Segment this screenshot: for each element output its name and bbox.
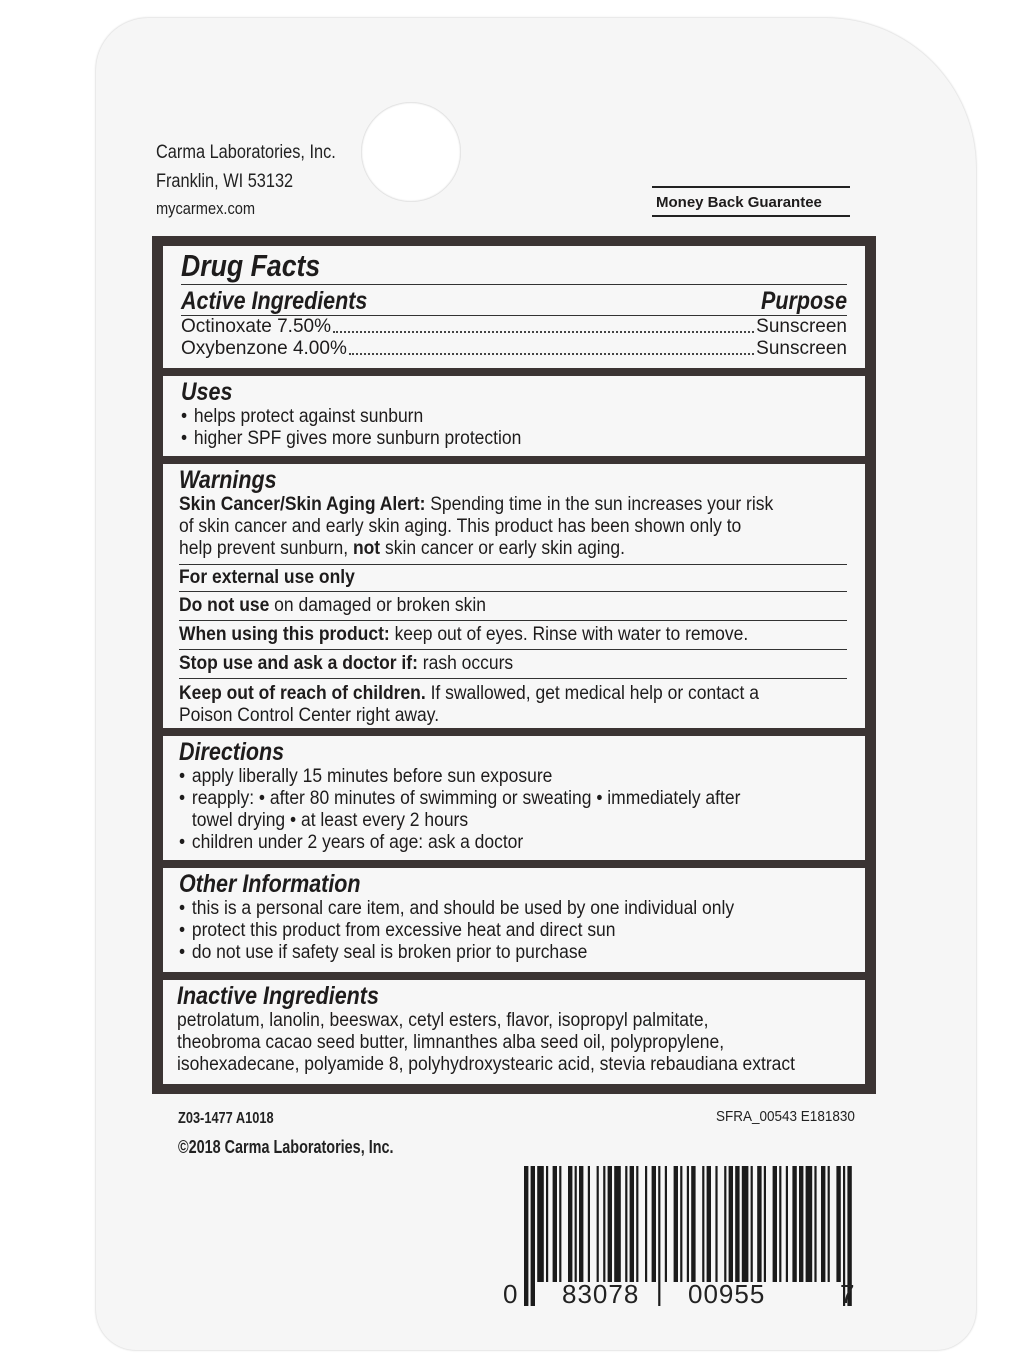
directions-title: Directions: [179, 738, 285, 766]
barcode-bar: [821, 1166, 825, 1282]
barcode-bar: [553, 1166, 557, 1282]
uses-section: [163, 376, 865, 456]
barcode-bar: [691, 1166, 695, 1282]
barcode-bar: [828, 1166, 830, 1282]
barcode-bar: [537, 1166, 544, 1282]
barcode-bar: [814, 1166, 816, 1282]
barcode-right-digit: 7: [840, 1279, 855, 1309]
barcode-bar: [531, 1166, 535, 1306]
barcode-bar: [773, 1166, 777, 1282]
other-information-title: Other Information: [179, 870, 361, 898]
active-ingredient-purpose: Sunscreen: [756, 338, 847, 359]
barcode-bar: [614, 1166, 621, 1282]
directions-item: • apply liberally 15 minutes before sun exposure: [179, 766, 553, 787]
active-ingredient-row: [181, 316, 847, 338]
barcode-bar: [630, 1166, 634, 1282]
product-code: Z03-1477 A1018: [178, 1110, 274, 1127]
inactive-ingredients-section: Inactive Ingredients petrolatum, lanolin, beeswax, cetyl esters, flavor, isopropyl palmitate, theobroma cacao seed butter, limnanthes alba seed oil, polypropylene, isohexadecane, polyamide 8, polyhydroxystearic acid, stevia rebaudiana extract: [163, 980, 865, 1084]
barcode-bar: [786, 1166, 788, 1282]
active-ingredients-header: Active Ingredients: [181, 287, 368, 315]
directions-section: Directions • apply liberally 15 minutes before sun exposure • reapply: • after 80 minutes of swimming or sweating • immediately after towel drying • at least every 2 hours • children under 2 years of age: ask a doctor: [163, 736, 865, 860]
barcode-bar: [645, 1166, 647, 1282]
other-information-section: [163, 868, 865, 972]
uses-item: • higher SPF gives more sunburn protection: [181, 428, 522, 449]
barcode-bar: [806, 1166, 813, 1282]
barcode-bar: [792, 1166, 796, 1282]
barcode-bar: [575, 1166, 577, 1282]
external-use-only: For external use only: [179, 567, 355, 588]
money-back-guarantee: Money Back Guarantee: [652, 186, 850, 217]
barcode-bar: [729, 1166, 733, 1282]
barcode-bar: [665, 1166, 667, 1282]
directions-item: • children under 2 years of age: ask a doctor: [179, 832, 524, 853]
barcode-bar: [652, 1166, 656, 1282]
barcode-bar: [687, 1166, 689, 1282]
sfra-code: SFRA_00543 E181830: [716, 1108, 855, 1125]
other-information-item: • this is a personal care item, and should be used by one individual only: [179, 898, 735, 919]
active-ingredient-purpose: Sunscreen: [756, 316, 847, 337]
barcode-bar: [658, 1166, 660, 1306]
barcode-bar: [702, 1166, 704, 1282]
drug-facts-title: Drug Facts: [181, 248, 321, 283]
barcode-left-digit: 0: [503, 1279, 518, 1309]
barcode-bar: [636, 1166, 638, 1282]
barcode-bar: [674, 1166, 678, 1282]
barcode-group-2: 00955: [688, 1279, 766, 1309]
barcode-bar: [608, 1166, 612, 1282]
barcode-bar: [836, 1166, 840, 1282]
directions-item: • reapply: • after 80 minutes of swimming or sweating • immediately after: [179, 788, 741, 809]
barcode-bar: [751, 1166, 753, 1282]
active-ingredient-name: Octinoxate 7.50%: [181, 316, 331, 337]
company-city: Franklin, WI 53132: [156, 171, 294, 192]
barcode-bar: [707, 1166, 711, 1282]
barcode-bar: [735, 1166, 739, 1282]
barcode-bar: [579, 1166, 583, 1282]
barcode-bar: [568, 1166, 572, 1282]
barcode-bar: [757, 1166, 761, 1282]
other-information-item: • protect this product from excessive heat and direct sun: [179, 920, 616, 941]
drug-facts-panel: [152, 236, 876, 1094]
barcode-bar: [764, 1166, 766, 1282]
barcode-bar: [742, 1166, 749, 1282]
company-website: mycarmex.com: [156, 199, 256, 218]
barcode-bar: [524, 1166, 528, 1306]
barcode-bar: [680, 1166, 682, 1282]
barcode-bar: [559, 1166, 561, 1282]
barcode-bar: [625, 1166, 627, 1282]
warnings-title: Warnings: [179, 466, 277, 494]
skin-cancer-alert-label: Skin Cancer/Skin Aging Alert:: [179, 494, 426, 515]
barcode-bar: [779, 1166, 781, 1282]
barcode-group-1: 83078: [562, 1279, 640, 1309]
hang-hole: [361, 102, 461, 202]
active-section: [163, 246, 865, 368]
inactive-ingredients-title: Inactive Ingredients: [177, 982, 379, 1010]
warnings-section: Warnings Skin Cancer/Skin Aging Alert: Spending time in the sun increases your risk of skin cancer and early skin aging. This product has been shown only to help prevent sunburn, not skin cancer or early skin aging. For external use only Do not use on damaged or broken skin When using this product: keep out of eyes. Rinse with water to remove. Stop use and ask a doctor if: rash occurs Keep out of reach of children. If swallowed, get medical help or contact a Poison Control Center right away.: [163, 464, 865, 728]
copyright: ©2018 Carma Laboratories, Inc.: [178, 1137, 394, 1157]
barcode-bar: [799, 1166, 803, 1282]
company-name: Carma Laboratories, Inc.: [156, 142, 336, 163]
purpose-header: Purpose: [760, 287, 847, 315]
active-ingredient-name: Oxybenzone 4.00%: [181, 338, 347, 359]
barcode-bar: [603, 1166, 605, 1282]
barcode-bar: [715, 1166, 717, 1282]
barcode-bar: [546, 1166, 548, 1282]
barcode-bar: [724, 1166, 726, 1282]
active-ingredient-row: [181, 338, 847, 360]
barcode-bar: [597, 1166, 599, 1282]
other-information-item: • do not use if safety seal is broken prior to purchase: [179, 942, 588, 963]
barcode-bar: [588, 1166, 590, 1282]
uses-item: • helps protect against sunburn: [181, 406, 424, 427]
uses-title: Uses: [181, 378, 233, 406]
